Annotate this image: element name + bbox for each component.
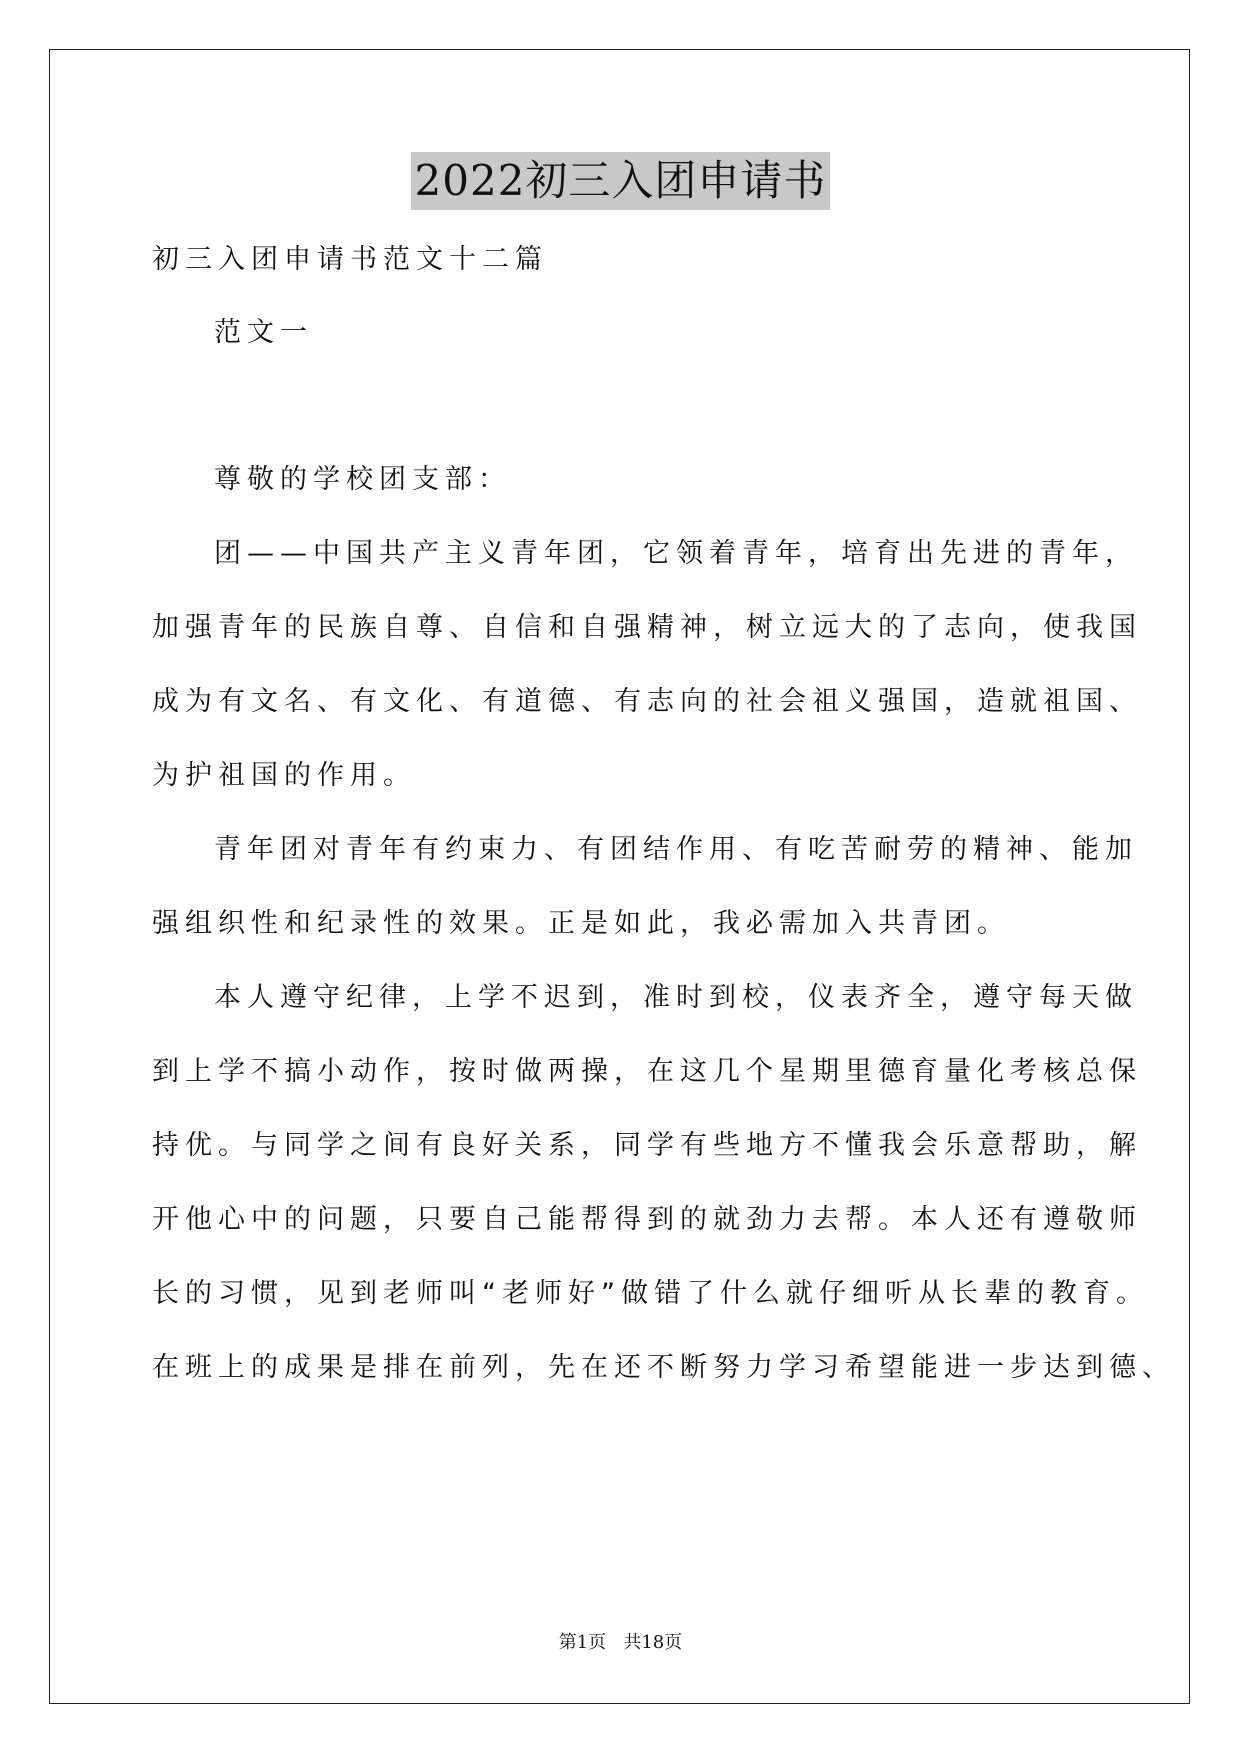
paragraph-line: 成为有文名、有文化、有道德、有志向的社会祖义强国，造就祖国、: [152, 686, 1142, 717]
paragraph-line: 持优。与同学之间有良好关系，同学有些地方不懂我会乐意帮助，解: [152, 1130, 1142, 1161]
paragraph-line: 团——中国共产主义青年团，它领着青年，培育出先进的青年，: [214, 538, 1138, 569]
document-subtitle: 初三入团申请书范文十二篇: [152, 244, 548, 275]
paragraph-line: 长的习惯，见到老师叫“老师好”做错了什么就仔细听从长辈的教育。: [152, 1278, 1149, 1309]
paragraph-line: 本人遵守纪律，上学不迟到，准时到校，仪表齐全，遵守每天做: [214, 982, 1138, 1013]
page-footer: 第1页 共18页: [558, 1632, 683, 1653]
page-border: [49, 49, 1190, 1704]
salutation: 尊敬的学校团支部：: [214, 464, 511, 495]
title-container: [0, 152, 1241, 210]
paragraph-line: 青年团对青年有约束力、有团结作用、有吃苦耐劳的精神、能加: [214, 834, 1138, 865]
section-label: 范文一: [214, 317, 313, 348]
paragraph-line: 在班上的成果是排在前列，先在还不断努力学习希望能进一步达到德、: [152, 1352, 1175, 1383]
paragraph-line: 强组织性和纪录性的效果。正是如此，我必需加入共青团。: [152, 908, 1010, 939]
paragraph-line: 加强青年的民族自尊、自信和自强精神，树立远大的了志向，使我国: [152, 612, 1142, 643]
paragraph-line: 为护祖国的作用。: [152, 760, 416, 791]
paragraph-line: 开他心中的问题，只要自己能帮得到的就劲力去帮。本人还有遵敬师: [152, 1204, 1142, 1235]
document-title: 2022初三入团申请书: [411, 152, 831, 210]
paragraph-line: 到上学不搞小动作，按时做两操，在这几个星期里德育量化考核总保: [152, 1056, 1142, 1087]
